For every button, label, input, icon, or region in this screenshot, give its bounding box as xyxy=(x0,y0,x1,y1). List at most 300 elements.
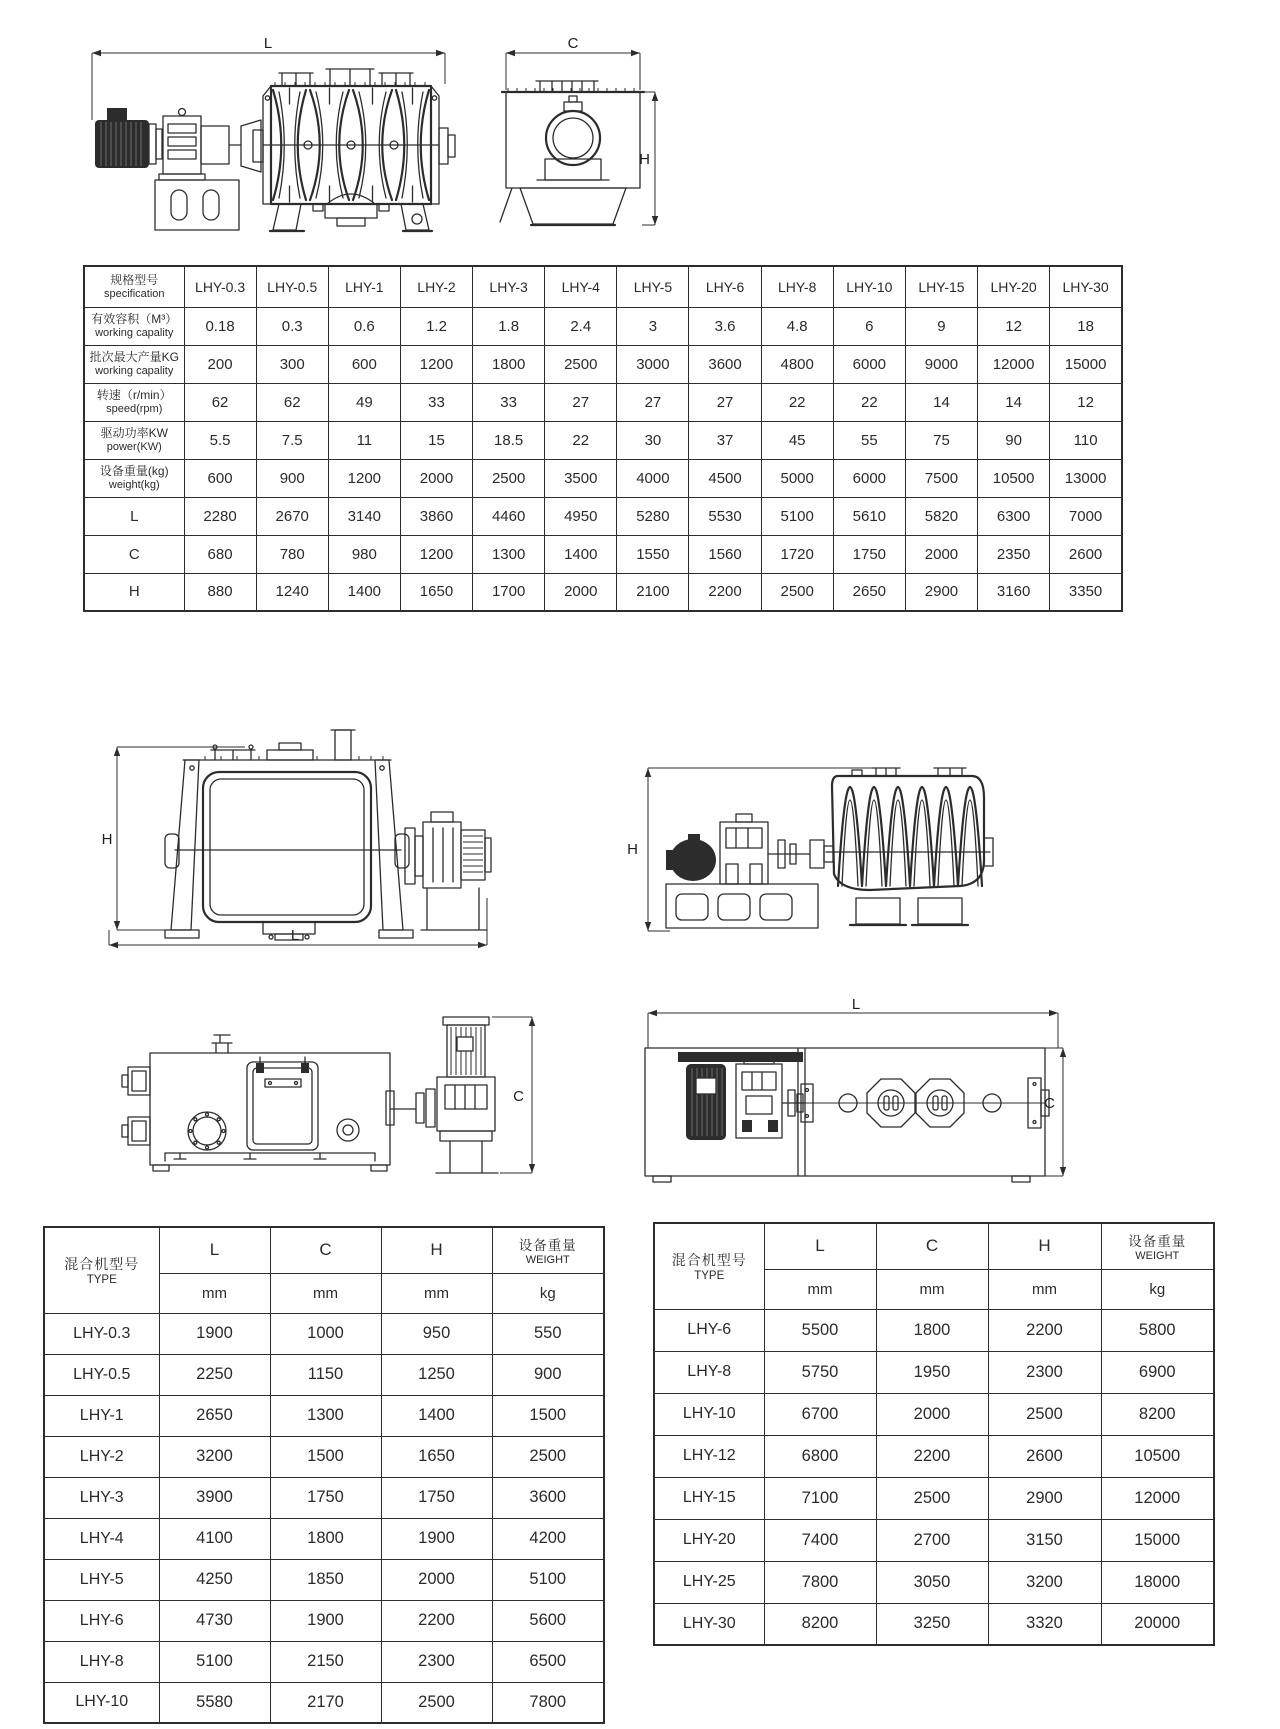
dim-type-cell: LHY-8 xyxy=(654,1351,764,1393)
dim-value-cell: 3250 xyxy=(876,1603,988,1645)
spec-header-row xyxy=(84,266,1122,307)
dim-value-cell: 3320 xyxy=(988,1603,1101,1645)
row-label-en: power(KW) xyxy=(106,441,162,454)
ports-and-shaft xyxy=(805,1078,1049,1128)
spec-value-cell: 55 xyxy=(833,421,905,459)
spec-value-cell: 5530 xyxy=(689,497,761,535)
col-header-weight xyxy=(492,1227,604,1273)
plough-blades xyxy=(263,88,439,202)
dimension-table-left xyxy=(43,1226,605,1724)
table-row xyxy=(44,1682,604,1723)
table-row xyxy=(654,1561,1214,1603)
table-row xyxy=(654,1351,1214,1393)
base-frame xyxy=(666,884,968,928)
spec-value-cell: 7000 xyxy=(1050,497,1122,535)
motor xyxy=(678,1052,803,1140)
dim-value-cell: 1400 xyxy=(381,1395,492,1436)
drawing-cutaway-view xyxy=(570,742,995,937)
spec-value-cell: 30 xyxy=(617,421,689,459)
spec-value-cell: 2650 xyxy=(833,573,905,611)
type-header xyxy=(654,1223,764,1309)
dim-value-cell: 7400 xyxy=(764,1519,876,1561)
spec-value-cell: 75 xyxy=(905,421,977,459)
spec-value-cell: 27 xyxy=(617,383,689,421)
table-row xyxy=(654,1435,1214,1477)
spec-value-cell: 14 xyxy=(905,383,977,421)
dim-value-cell: 3600 xyxy=(492,1477,604,1518)
spec-value-cell: 62 xyxy=(184,383,256,421)
dim-type-cell: LHY-12 xyxy=(654,1435,764,1477)
dim-value-cell: 1500 xyxy=(270,1436,381,1477)
weight-header-en: WEIGHT xyxy=(525,1254,570,1267)
table-row xyxy=(654,1393,1214,1435)
dim-value-cell: 5800 xyxy=(1101,1309,1214,1351)
dim-value-cell: 8200 xyxy=(1101,1393,1214,1435)
dim-label-C: C xyxy=(567,35,579,52)
spec-value-cell: 1200 xyxy=(328,459,400,497)
spec-value-cell: 0.3 xyxy=(256,307,328,345)
dim-type-cell: LHY-15 xyxy=(654,1477,764,1519)
col-header-L: L xyxy=(159,1227,270,1273)
spec-value-cell: 2.4 xyxy=(545,307,617,345)
spec-value-cell: 2280 xyxy=(184,497,256,535)
spec-value-cell: 5820 xyxy=(905,497,977,535)
dim-type-cell: LHY-5 xyxy=(44,1559,159,1600)
dim-type-cell: LHY-25 xyxy=(654,1561,764,1603)
bottom-discharge xyxy=(263,922,315,940)
spec-table xyxy=(83,265,1123,612)
spec-value-cell: 2600 xyxy=(1050,535,1122,573)
spec-value-cell: 3860 xyxy=(400,497,472,535)
dim-value-cell: 6900 xyxy=(1101,1351,1214,1393)
spec-model-header: LHY-3 xyxy=(473,266,545,307)
dim-value-cell: 7800 xyxy=(492,1682,604,1723)
spec-value-cell: 0.18 xyxy=(184,307,256,345)
spec-value-cell: 6000 xyxy=(833,345,905,383)
spec-value-cell: 4950 xyxy=(545,497,617,535)
spec-value-cell: 2200 xyxy=(689,573,761,611)
row-label-cn: 批次最大产量KG xyxy=(89,349,179,364)
dim-value-cell: 2170 xyxy=(270,1682,381,1723)
spec-value-cell: 5100 xyxy=(761,497,833,535)
dim-value-cell: 2700 xyxy=(876,1519,988,1561)
dim-value-cell: 1650 xyxy=(381,1436,492,1477)
spec-model-header: LHY-0.5 xyxy=(256,266,328,307)
dim-type-cell: LHY-0.5 xyxy=(44,1354,159,1395)
dim-type-cell: LHY-3 xyxy=(44,1477,159,1518)
spec-value-cell: 7500 xyxy=(905,459,977,497)
spec-value-cell: 2350 xyxy=(978,535,1050,573)
dim-type-cell: LHY-0.3 xyxy=(44,1313,159,1354)
row-label: C xyxy=(128,545,140,563)
spec-value-cell: 1650 xyxy=(400,573,472,611)
dim-value-cell: 5580 xyxy=(159,1682,270,1723)
dim-value-cell: 2200 xyxy=(876,1435,988,1477)
dim-type-cell: LHY-10 xyxy=(44,1682,159,1723)
dim-value-cell: 2300 xyxy=(381,1641,492,1682)
dim-value-cell: 3900 xyxy=(159,1477,270,1518)
spec-value-cell: 200 xyxy=(184,345,256,383)
dim-value-cell: 3050 xyxy=(876,1561,988,1603)
dim-value-cell: 20000 xyxy=(1101,1603,1214,1645)
type-header-en: TYPE xyxy=(694,1270,725,1283)
spec-model-header: LHY-30 xyxy=(1050,266,1122,307)
spec-value-cell: 1200 xyxy=(400,535,472,573)
drawing-door-view xyxy=(120,1005,550,1185)
spec-model-header: LHY-8 xyxy=(761,266,833,307)
dim-type-cell: LHY-20 xyxy=(654,1519,764,1561)
spec-value-cell: 15 xyxy=(400,421,472,459)
spec-value-cell: 2900 xyxy=(905,573,977,611)
row-label-en: working capality xyxy=(95,365,174,378)
spec-value-cell: 1.2 xyxy=(400,307,472,345)
drawing-side-view xyxy=(75,28,465,235)
spec-value-cell: 14 xyxy=(978,383,1050,421)
pedestal xyxy=(155,180,239,230)
spec-row xyxy=(84,535,1122,573)
weight-header-en: WEIGHT xyxy=(1135,1250,1180,1263)
row-label-en: speed(rpm) xyxy=(106,403,163,416)
gearbox xyxy=(736,1056,813,1138)
spec-row-label xyxy=(84,573,184,611)
spec-value-cell: 6300 xyxy=(978,497,1050,535)
spec-value-cell: 3500 xyxy=(545,459,617,497)
dim-value-cell: 7100 xyxy=(764,1477,876,1519)
spec-model-header: LHY-4 xyxy=(545,266,617,307)
unit-cell: mm xyxy=(159,1273,270,1313)
dim-value-cell: 4730 xyxy=(159,1600,270,1641)
dim-value-cell: 2000 xyxy=(876,1393,988,1435)
dim-value-cell: 1150 xyxy=(270,1354,381,1395)
spec-row xyxy=(84,459,1122,497)
dim-label-L: L xyxy=(290,927,300,944)
spec-value-cell: 3160 xyxy=(978,573,1050,611)
drive-unit xyxy=(405,812,491,930)
dim-label-L: L xyxy=(263,35,273,52)
dim-label-H: H xyxy=(627,841,638,858)
dim-value-cell: 12000 xyxy=(1101,1477,1214,1519)
spec-value-cell: 1200 xyxy=(400,345,472,383)
unit-cell: kg xyxy=(1101,1269,1214,1309)
dimension-H xyxy=(627,768,880,931)
row-label: L xyxy=(130,507,139,525)
gearbox xyxy=(159,109,261,181)
col-header-H: H xyxy=(988,1223,1101,1269)
dimension-C xyxy=(1044,1048,1066,1176)
spec-value-cell: 4800 xyxy=(761,345,833,383)
spec-row xyxy=(84,421,1122,459)
dim-value-cell: 3200 xyxy=(159,1436,270,1477)
unit-cell: kg xyxy=(492,1273,604,1313)
spec-value-cell: 1800 xyxy=(473,345,545,383)
spec-value-cell: 6 xyxy=(833,307,905,345)
spec-value-cell: 12000 xyxy=(978,345,1050,383)
spec-model-header: LHY-15 xyxy=(905,266,977,307)
spec-model-header: LHY-1 xyxy=(328,266,400,307)
col-header-C: C xyxy=(270,1227,381,1273)
spec-row-label xyxy=(84,421,184,459)
dim-value-cell: 2250 xyxy=(159,1354,270,1395)
spec-value-cell: 980 xyxy=(328,535,400,573)
spec-value-cell: 1400 xyxy=(328,573,400,611)
table-row xyxy=(44,1313,604,1354)
dim-value-cell: 1900 xyxy=(159,1313,270,1354)
spec-value-cell: 27 xyxy=(545,383,617,421)
spec-value-cell: 300 xyxy=(256,345,328,383)
spec-value-cell: 37 xyxy=(689,421,761,459)
motor xyxy=(666,834,716,881)
type-header-cn: 混合机型号 xyxy=(671,1252,747,1269)
spec-value-cell: 12 xyxy=(1050,383,1122,421)
spec-value-cell: 1700 xyxy=(473,573,545,611)
spec-value-cell: 1300 xyxy=(473,535,545,573)
spec-value-cell: 6000 xyxy=(833,459,905,497)
spec-row xyxy=(84,307,1122,345)
col-header-H: H xyxy=(381,1227,492,1273)
dimension-H xyxy=(639,92,658,225)
dim-label-C: C xyxy=(1044,1095,1055,1112)
spec-value-cell: 11 xyxy=(328,421,400,459)
table-row xyxy=(44,1395,604,1436)
row-label-cn: 设备重量(kg) xyxy=(99,463,169,478)
spec-model-header: LHY-0.3 xyxy=(184,266,256,307)
drawing-front-view xyxy=(95,700,495,955)
mixer-end-body xyxy=(500,81,644,225)
dim-type-cell: LHY-4 xyxy=(44,1518,159,1559)
dim-value-cell: 1800 xyxy=(876,1309,988,1351)
row-label-en: weight(kg) xyxy=(108,479,160,492)
dim-value-cell: 3200 xyxy=(988,1561,1101,1603)
dim-value-cell: 1950 xyxy=(876,1351,988,1393)
dim-type-cell: LHY-8 xyxy=(44,1641,159,1682)
table-row xyxy=(654,1477,1214,1519)
spec-value-cell: 10500 xyxy=(978,459,1050,497)
spec-value-cell: 4.8 xyxy=(761,307,833,345)
dim-value-cell: 550 xyxy=(492,1313,604,1354)
dim-type-cell: LHY-6 xyxy=(654,1309,764,1351)
spec-model-header: LHY-10 xyxy=(833,266,905,307)
dim-label-H: H xyxy=(101,831,113,848)
spec-row-label xyxy=(84,497,184,535)
dim-type-cell: LHY-2 xyxy=(44,1436,159,1477)
dim-type-cell: LHY-10 xyxy=(654,1393,764,1435)
spec-model-header: LHY-2 xyxy=(400,266,472,307)
dim-value-cell: 2650 xyxy=(159,1395,270,1436)
col-header-C: C xyxy=(876,1223,988,1269)
dim-value-cell: 2500 xyxy=(988,1393,1101,1435)
spec-value-cell: 27 xyxy=(689,383,761,421)
spec-value-cell: 2500 xyxy=(545,345,617,383)
top-nozzles xyxy=(279,69,413,86)
spec-corner-cell xyxy=(84,266,184,307)
dim-value-cell: 1750 xyxy=(381,1477,492,1518)
spec-value-cell: 33 xyxy=(473,383,545,421)
dim-value-cell: 2150 xyxy=(270,1641,381,1682)
vertical-drive xyxy=(386,1017,498,1173)
spec-value-cell: 1560 xyxy=(689,535,761,573)
type-header-en: TYPE xyxy=(86,1274,117,1287)
dim-value-cell: 5500 xyxy=(764,1309,876,1351)
table-row xyxy=(44,1559,604,1600)
spec-value-cell: 2000 xyxy=(545,573,617,611)
spec-value-cell: 0.6 xyxy=(328,307,400,345)
weight-header-cn: 设备重量 xyxy=(1128,1234,1187,1250)
dim-value-cell: 2900 xyxy=(988,1477,1101,1519)
dim-value-cell: 900 xyxy=(492,1354,604,1395)
spec-value-cell: 1240 xyxy=(256,573,328,611)
dimension-C xyxy=(492,1017,535,1173)
table-row xyxy=(654,1603,1214,1645)
dim-type-cell: LHY-30 xyxy=(654,1603,764,1645)
dim-value-cell: 1000 xyxy=(270,1313,381,1354)
dim-value-cell: 1750 xyxy=(270,1477,381,1518)
table-row xyxy=(44,1518,604,1559)
spec-value-cell: 3350 xyxy=(1050,573,1122,611)
dim-value-cell: 5100 xyxy=(159,1641,270,1682)
type-header-cn: 混合机型号 xyxy=(64,1256,140,1273)
spec-corner-cn: 规格型号 xyxy=(110,272,159,287)
dim-value-cell: 2200 xyxy=(381,1600,492,1641)
dim-type-cell: LHY-6 xyxy=(44,1600,159,1641)
dim-value-cell: 7800 xyxy=(764,1561,876,1603)
dim-value-cell: 1500 xyxy=(492,1395,604,1436)
spec-value-cell: 22 xyxy=(833,383,905,421)
spec-model-header: LHY-20 xyxy=(978,266,1050,307)
top-fittings xyxy=(205,730,383,760)
dim-type-cell: LHY-1 xyxy=(44,1395,159,1436)
spec-row-label xyxy=(84,459,184,497)
spec-value-cell: 1750 xyxy=(833,535,905,573)
drawing-top-view xyxy=(608,998,1078,1190)
spec-value-cell: 33 xyxy=(400,383,472,421)
spec-value-cell: 680 xyxy=(184,535,256,573)
spec-value-cell: 3600 xyxy=(689,345,761,383)
dim-value-cell: 2000 xyxy=(381,1559,492,1600)
dim-value-cell: 15000 xyxy=(1101,1519,1214,1561)
spec-value-cell: 62 xyxy=(256,383,328,421)
spec-value-cell: 600 xyxy=(184,459,256,497)
spec-value-cell: 1400 xyxy=(545,535,617,573)
spec-value-cell: 5.5 xyxy=(184,421,256,459)
spec-value-cell: 1.8 xyxy=(473,307,545,345)
spec-value-cell: 3.6 xyxy=(689,307,761,345)
table-row xyxy=(44,1436,604,1477)
spec-row xyxy=(84,573,1122,611)
col-header-weight xyxy=(1101,1223,1214,1269)
unit-cell: mm xyxy=(876,1269,988,1309)
spec-value-cell: 2000 xyxy=(905,535,977,573)
dim-value-cell: 2300 xyxy=(988,1351,1101,1393)
dimension-L xyxy=(92,35,445,120)
spec-value-cell: 2100 xyxy=(617,573,689,611)
spec-value-cell: 9 xyxy=(905,307,977,345)
spec-value-cell: 600 xyxy=(328,345,400,383)
spec-value-cell: 110 xyxy=(1050,421,1122,459)
dim-value-cell: 4100 xyxy=(159,1518,270,1559)
spec-value-cell: 90 xyxy=(978,421,1050,459)
spec-value-cell: 1550 xyxy=(617,535,689,573)
dim-value-cell: 4200 xyxy=(492,1518,604,1559)
spec-value-cell: 12 xyxy=(978,307,1050,345)
dim-value-cell: 1900 xyxy=(270,1600,381,1641)
row-label-cn: 驱动功率KW xyxy=(100,425,168,440)
spec-value-cell: 3140 xyxy=(328,497,400,535)
spec-row-label xyxy=(84,383,184,421)
dim-value-cell: 4250 xyxy=(159,1559,270,1600)
spec-value-cell: 45 xyxy=(761,421,833,459)
spec-value-cell: 780 xyxy=(256,535,328,573)
dim-value-cell: 6700 xyxy=(764,1393,876,1435)
row-label-cn: 转速（r/min） xyxy=(96,387,172,402)
spec-value-cell: 880 xyxy=(184,573,256,611)
dim-value-cell: 950 xyxy=(381,1313,492,1354)
dim-value-cell: 1900 xyxy=(381,1518,492,1559)
dim-value-cell: 1250 xyxy=(381,1354,492,1395)
row-label: H xyxy=(128,583,140,601)
gearbox xyxy=(720,814,833,884)
spec-value-cell: 2000 xyxy=(400,459,472,497)
spec-row-label xyxy=(84,345,184,383)
spec-model-header: LHY-5 xyxy=(617,266,689,307)
spec-value-cell: 49 xyxy=(328,383,400,421)
dim-value-cell: 5100 xyxy=(492,1559,604,1600)
spec-model-header: LHY-6 xyxy=(689,266,761,307)
dim-value-cell: 6800 xyxy=(764,1435,876,1477)
unit-cell: mm xyxy=(764,1269,876,1309)
dim-value-cell: 2500 xyxy=(381,1682,492,1723)
dim-value-cell: 18000 xyxy=(1101,1561,1214,1603)
mixer-front-body xyxy=(165,760,413,938)
row-label-cn: 有效容积（M³） xyxy=(91,311,178,326)
spec-value-cell: 22 xyxy=(545,421,617,459)
spec-value-cell: 2670 xyxy=(256,497,328,535)
spec-value-cell: 4500 xyxy=(689,459,761,497)
unit-cell: mm xyxy=(270,1273,381,1313)
dim-value-cell: 5750 xyxy=(764,1351,876,1393)
spec-value-cell: 7.5 xyxy=(256,421,328,459)
drawing-end-view xyxy=(492,28,667,235)
table-row xyxy=(654,1519,1214,1561)
dimension-table-right xyxy=(653,1222,1215,1646)
dim-value-cell: 2600 xyxy=(988,1435,1101,1477)
dimension-C xyxy=(506,35,640,90)
dim-value-cell: 5600 xyxy=(492,1600,604,1641)
spec-value-cell: 5610 xyxy=(833,497,905,535)
dim-label-L: L xyxy=(851,996,861,1013)
spec-value-cell: 3 xyxy=(617,307,689,345)
dim-value-cell: 1800 xyxy=(270,1518,381,1559)
weight-header-cn: 设备重量 xyxy=(518,1238,577,1254)
dim-value-cell: 2200 xyxy=(988,1309,1101,1351)
spec-value-cell: 22 xyxy=(761,383,833,421)
spec-value-cell: 4000 xyxy=(617,459,689,497)
table-row xyxy=(44,1600,604,1641)
spec-value-cell: 4460 xyxy=(473,497,545,535)
mixer-body xyxy=(122,1035,390,1171)
dim-label-H: H xyxy=(639,151,650,168)
dim-value-cell: 2500 xyxy=(492,1436,604,1477)
spec-value-cell: 900 xyxy=(256,459,328,497)
spec-value-cell: 18.5 xyxy=(473,421,545,459)
dim-value-cell: 8200 xyxy=(764,1603,876,1645)
spec-value-cell: 9000 xyxy=(905,345,977,383)
spec-row-label xyxy=(84,307,184,345)
spec-corner-en: specification xyxy=(103,288,165,301)
spec-value-cell: 2500 xyxy=(761,573,833,611)
dim-value-cell: 1850 xyxy=(270,1559,381,1600)
unit-cell: mm xyxy=(988,1269,1101,1309)
ribbon-blades xyxy=(838,787,982,886)
